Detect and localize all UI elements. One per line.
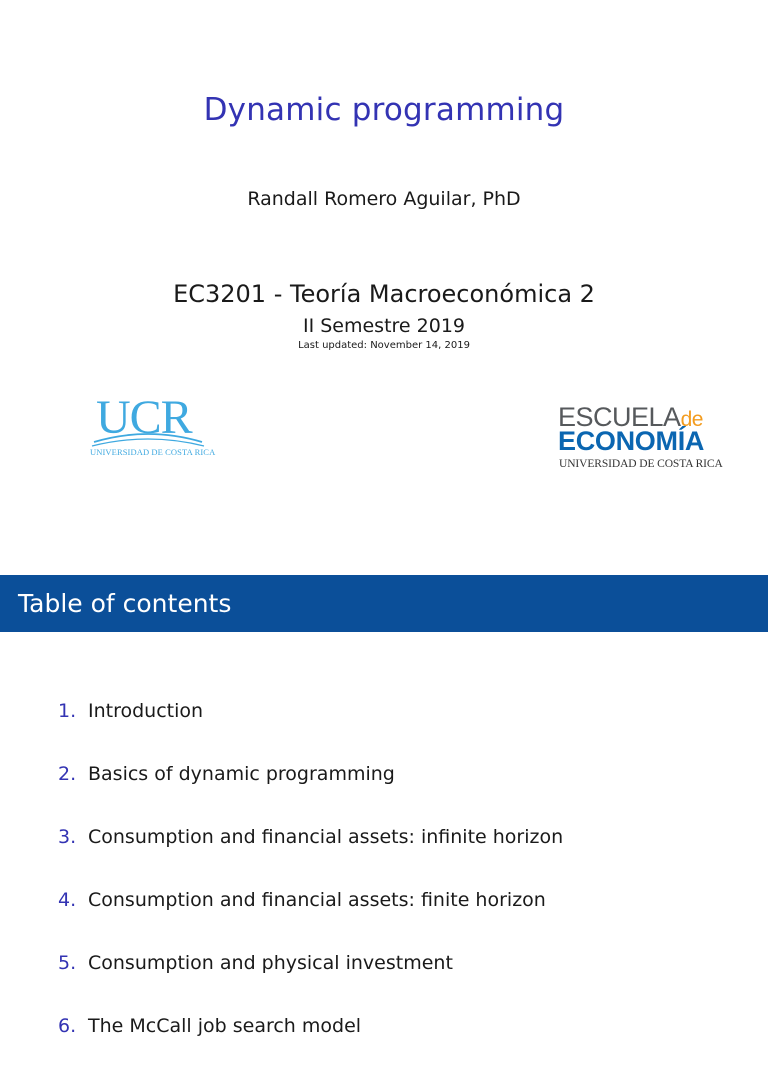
semester-label: II Semestre 2019 (302, 315, 466, 337)
ucr-logo (88, 391, 216, 464)
toc-item-number: 6. (58, 1015, 77, 1037)
course-name: EC3201 - Teoría Macroeconómica 2 (173, 280, 595, 308)
escuela-logo-university: UNIVERSIDAD DE COSTA RICA (559, 458, 723, 470)
ucr-logo-word: UCR (96, 391, 192, 444)
toc-title: Table of contents (18, 589, 232, 618)
escuela-economia-logo (556, 402, 726, 474)
toc-slide (0, 575, 768, 1037)
toc-item-label: Consumption and physical investment (88, 952, 453, 974)
escuela-de-word: de (680, 408, 703, 431)
toc-item-label: The McCall job search model (88, 1015, 362, 1037)
author-name: Randall Romero Aguilar, PhD (247, 188, 521, 210)
toc-item-label: Consumption and financial assets: infinite horizon (88, 826, 564, 848)
toc-item-number: 1. (58, 700, 77, 722)
toc-item-label: Introduction (88, 700, 204, 722)
escuela-word: ESCUELA (558, 402, 681, 432)
toc-item-label: Basics of dynamic programming (88, 763, 395, 785)
ucr-logo-subtitle: UNIVERSIDAD DE COSTA RICA (90, 447, 216, 457)
economia-word: ECONOMÍA (558, 426, 705, 456)
toc-item-number: 4. (58, 889, 77, 911)
presentation-title: Dynamic programming (203, 92, 565, 128)
toc-header-bar (0, 575, 768, 632)
toc-item-number: 2. (58, 763, 77, 785)
toc-item-number: 5. (58, 952, 77, 974)
toc-item-label: Consumption and financial assets: finite horizon (88, 889, 546, 911)
last-updated-label: Last updated: November 14, 2019 (298, 340, 470, 351)
toc-item-number: 3. (58, 826, 77, 848)
